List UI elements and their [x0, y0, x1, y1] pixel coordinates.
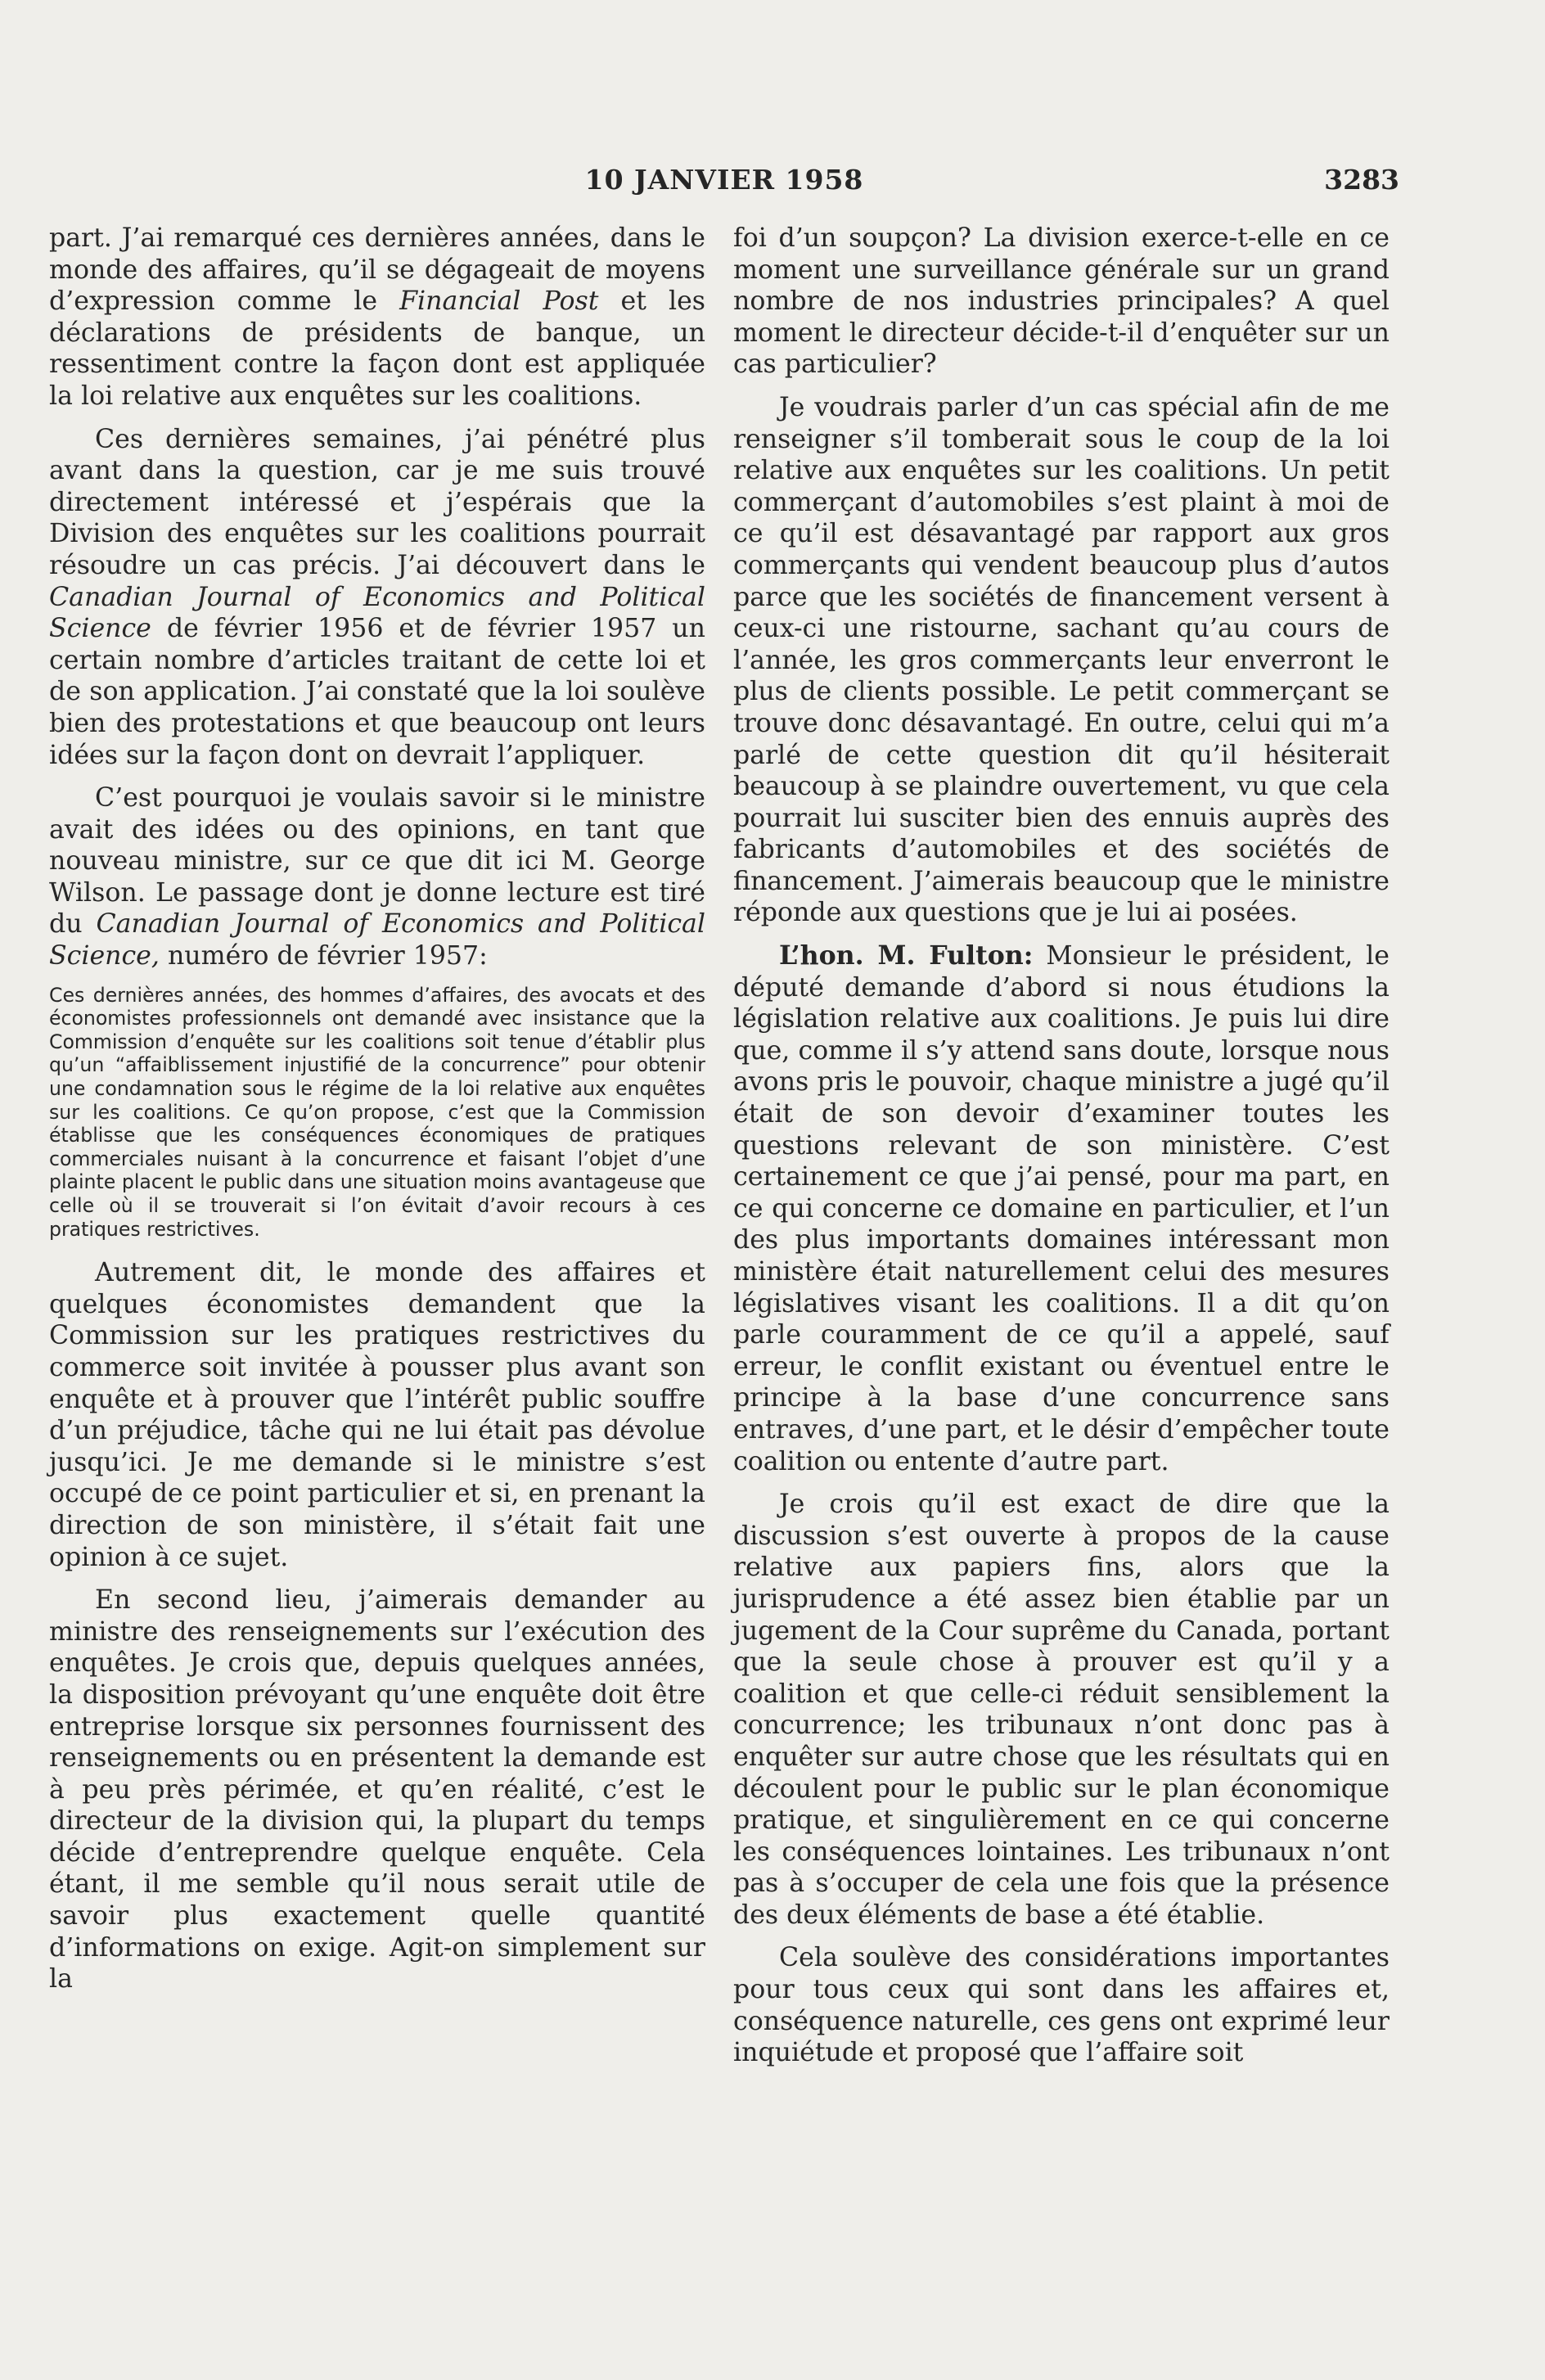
- paragraph: [49, 782, 705, 972]
- paragraph: En second lieu, j’aimerais demander au ministre des renseignements sur l’exécution des enquêtes. Je crois que, depuis quelques années, la disposition prévoyant qu’une enquête doit être entreprise lorsque six personnes fournissent des renseignements ou en présentent la demande est à peu près périmée, et qu’en réalité, c’est le directeur de la division qui, la plupart du temps décide d’entreprendre quelque enquête. Cela étant, il me semble qu’il nous serait utile de savoir plus exactement quelle quantité d’informations on exige. Agit-on simplement sur la: [49, 1585, 705, 1995]
- paragraph: [733, 940, 1390, 1477]
- text-run: part. J’ai remarqué ces dernières années, dans le monde des affaires, qu’il se dégageait de moyens d’expression comme le: [49, 223, 705, 317]
- right-column: [733, 223, 1390, 2080]
- paragraph: [49, 223, 705, 412]
- text-run: Monsieur le président, le député demande d’abord si nous étudions la législation relative aux coalitions. Je puis lui dire que, comme il s’y attend sans doute, lorsque nous avons pris le pouvoir, chaque ministre a jugé qu’il était de son devoir d’examiner toutes les questions relevant de son ministère. C’est certainement ce que j’ai pensé, pour ma part, en ce qui concerne ce domaine en particulier, et l’un des plus importants domaines intéressant mon ministère était naturellement celui des mesures législatives visant les coalitions. Il a dit qu’on parle couramment de ce qu’il a appelé, sauf erreur, le conflit existant ou éventuel entre le principe à la base d’une concurrence sans entraves, d’une part, et le désir d’empêcher toute coalition ou entente d’autre part.: [733, 941, 1390, 1476]
- page-number: 3283: [1324, 164, 1399, 196]
- text-run: Ces dernières semaines, j’ai pénétré plus avant dans la question, car je me suis trouvé directement intéressé et j’espérais que la Division des enquêtes sur les coalitions pourrait résoudre un cas précis. J’ai découvert dans le: [49, 424, 705, 580]
- paragraph: Cela soulève des considérations importantes pour tous ceux qui sont dans les affaires et, conséquence naturelle, ces gens ont exprimé leur inquiétude et proposé que l’affaire soit: [733, 1943, 1390, 2068]
- left-column: [49, 223, 705, 2007]
- paragraph: foi d’un soupçon? La division exerce-t-elle en ce moment une surveillance générale sur un grand nombre de nos industries principales? A quel moment le directeur décide-t-il d’enquêter sur un cas particulier?: [733, 223, 1390, 380]
- paragraph: Je voudrais parler d’un cas spécial afin de me renseigner s’il tomberait sous le coup de la loi relative aux enquêtes sur les coalitions. Un petit commerçant d’automobiles s’est plaint à moi de ce qu’il est désavantagé par rapport aux gros commerçants qui vendent beaucoup plus d’autos parce que les sociétés de financement versent à ceux-ci une ristourne, sachant qu’au cours de l’année, les gros commerçants leur enverront le plus de clients possible. Le petit commerçant se trouve donc désavantagé. En outre, celui qui m’a parlé de cette question dit qu’il hésiterait beaucoup à se plaindre ouvertement, vu que cela pourrait lui susciter bien des ennuis auprès des fabricants d’automobiles et des sociétés de financement. J’aimerais beaucoup que le ministre réponde aux questions que je lui ai posées.: [733, 392, 1390, 928]
- running-header: [49, 164, 1399, 200]
- paragraph: Autrement dit, le monde des affaires et quelques économistes demandent que la Commission sur les pratiques restrictives du commerce soit invitée à pousser plus avant son enquête et à prouver que l’intérêt public souffre d’un préjudice, tâche qui ne lui était pas dévolue jusqu’ici. Je me demande si le ministre s’est occupé de ce point particulier et si, en prenant la direction de son ministère, il s’était fait une opinion à ce sujet.: [49, 1258, 705, 1572]
- speaker-name: L’hon. M. Fulton:: [779, 940, 1034, 971]
- text-run: C’est pourquoi je voulais savoir si le ministre avait des idées ou des opinions, en tant que nouveau ministre, sur ce que dit ici M. George Wilson. Le passage dont je donne lecture est tiré du: [49, 783, 705, 940]
- paragraph: Je crois qu’il est exact de dire que la discussion s’est ouverte à propos de la cause relative aux papiers fins, alors que la jurisprudence a été assez bien établie par un jugement de la Cour suprême du Canada, portant que la seule chose à prouver est qu’il y a coalition et que celle-ci réduit sensiblement la concurrence; les tribunaux n’ont donc pas à enquêter sur autre chose que les résultats qui en découlent pour le public sur le plan économique pratique, et singulièrement en ce qui concerne les conséquences lointaines. Les tribunaux n’ont pas à s’occuper de cela une fois que la présence des deux éléments de base a été établie.: [733, 1490, 1390, 1930]
- publication-title: Canadian Journal of Economics and Political Science: [49, 582, 705, 644]
- text-run: de février 1956 et de février 1957 un certain nombre d’articles traitant de cette loi et de son application. J’ai constaté que la loi soulève bien des protestations et que beaucoup ont leurs idées sur la façon dont on devrait l’appliquer.: [49, 614, 705, 770]
- block-quote: Ces dernières années, des hommes d’affaires, des avocats et des économistes professionnels ont demandé avec insistance que la Commission d’enquête sur les coalitions soit tenue d’établir plus qu’un “affaiblissement injustifié de la concurrence” pour obtenir une condamnation sous le régime de la loi relative aux enquêtes sur les coalitions. Ce qu’on propose, c’est que la Commission établisse que les conséquences économiques de pratiques commerciales nuisant à la concurrence et faisant l’objet d’une plainte placent le public dans une situation moins avantageuse que celle où il se trouverait si l’on évitait d’avoir recours à ces pratiques restrictives.: [49, 983, 705, 1241]
- text-run: numéro de février 1957:: [159, 941, 488, 971]
- publication-title: Financial Post: [399, 286, 599, 317]
- text-run: et les déclarations de présidents de banque, un ressentiment contre la façon dont est appliquée la loi relative aux enquêtes sur les coalitions.: [49, 286, 705, 411]
- header-date: 10 JANVIER 1958: [584, 164, 864, 196]
- paragraph: [49, 424, 705, 772]
- publication-title: Canadian Journal of Economics and Political Science,: [49, 909, 705, 971]
